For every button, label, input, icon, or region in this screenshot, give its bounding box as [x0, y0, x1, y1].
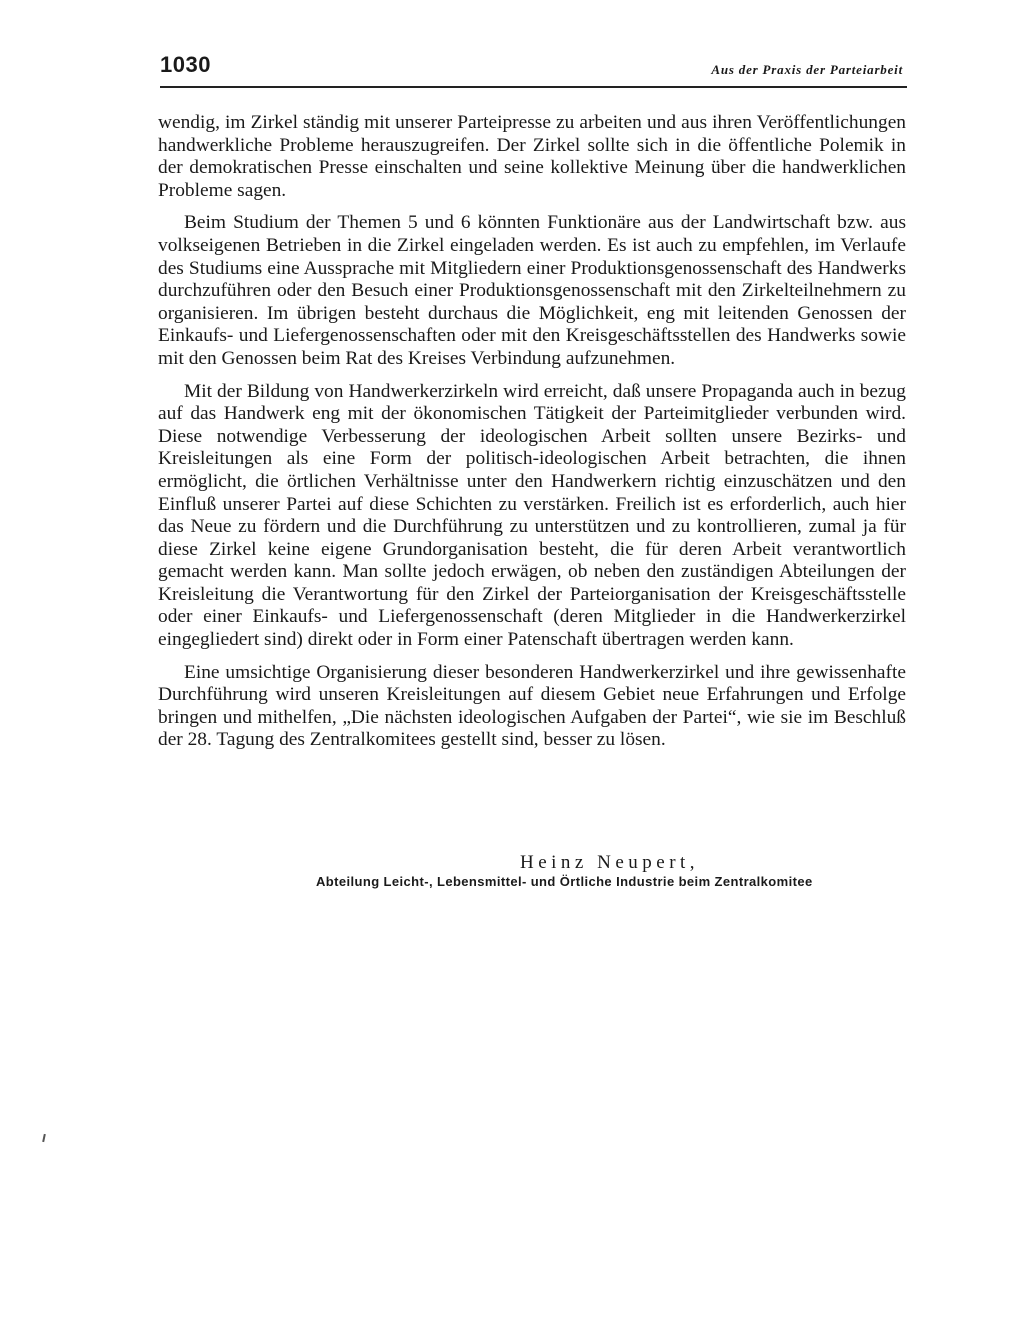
author-signature: Heinz Neupert,: [520, 852, 700, 873]
article-body: [158, 112, 906, 762]
running-head: Aus der Praxis der Parteiarbeit: [711, 62, 903, 77]
paragraph-4: Eine umsichtige Organisierung dieser besonderen Handwerkerzirkel und ihre gewissenhafte Durchführung wird unseren Kreisleitungen auf diesem Gebiet neue Erfahrungen und Erfolge bringen und mithelfen, „Die nächsten ideologischen Aufgaben der Partei“, wie sie im Beschluß der 28. Tagung des Zentralkomitees gestellt sind, besser zu lösen.: [158, 661, 906, 751]
paragraph-2: Beim Studium der Themen 5 und 6 könnten Funktionäre aus der Landwirtschaft bzw. aus volkseigenen Betrieben in die Zirkel eingeladen werden. Es ist auch zu empfehlen, im Verlaufe des Studiums eine Aussprache mit Mitgliedern einer Produktionsgenossenschaft des Handwerks durchzuführen oder den Besuch einer Produktionsgenossenschaft mit den Zirkelteilnehmern zu organisieren. Im übrigen besteht durchaus die Möglichkeit, eng mit leitenden Genossen der Einkaufs- und Liefergenossenschaften oder mit den Kreisgeschäftsstellen des Handwerks sowie mit den Genossen beim Rat des Kreises Verbindung aufzunehmen.: [158, 212, 906, 369]
paragraph-3: Mit der Bildung von Handwerkerzirkeln wird erreicht, daß unsere Propaganda auch in bezug auf das Handwerk eng mit der ökonomischen Tätigkeit der Parteimitglieder verbunden wird. Diese notwendige Verbesserung der ideologischen Arbeit sollten unsere Bezirks- und Kreisleitungen als eine Form der politisch-ideologischen Arbeit betrachten, die ihnen ermöglicht, die örtlichen Verhältnisse unter den Handwerkern richtig einzuschätzen und den Einfluß unserer Partei auf diese Schichten zu verstärken. Freilich ist es erforderlich, auch hier das Neue zu fördern und die Durchführung zu unterstützen und zu kontrollieren, zumal ja für diese Zirkel keine eigene Grundorganisation besteht, die für deren Arbeit verantwortlich gemacht werden kann. Man sollte jedoch erwägen, ob neben den zuständigen Abteilungen der Kreisleitung die Verantwortung für den Zirkel der Parteiorganisation der Kreisgeschäftsstelle oder einer Einkaufs- und Liefergenossenschaft (deren Mitglieder in die Handwerkerzirkel eingegliedert sind) direkt oder in Form einer Patenschaft übertragen werden kann.: [158, 380, 906, 651]
page-number: 1030: [160, 52, 211, 77]
page-header: [160, 52, 907, 88]
author-affiliation: Abteilung Leicht-, Lebensmittel- und Örtliche Industrie beim Zentralkomitee: [316, 874, 813, 889]
paragraph-1: wendig, im Zirkel ständig mit unserer Parteipresse zu arbeiten und aus ihren Veröffentlichungen handwerkliche Probleme herauszugreifen. Der Zirkel sollte sich in die öffentliche Polemik in der demokratischen Presse einschalten und seine kollektive Meinung über die handwerklichen Probleme sagen.: [158, 112, 906, 201]
scan-speck: [42, 1134, 46, 1142]
